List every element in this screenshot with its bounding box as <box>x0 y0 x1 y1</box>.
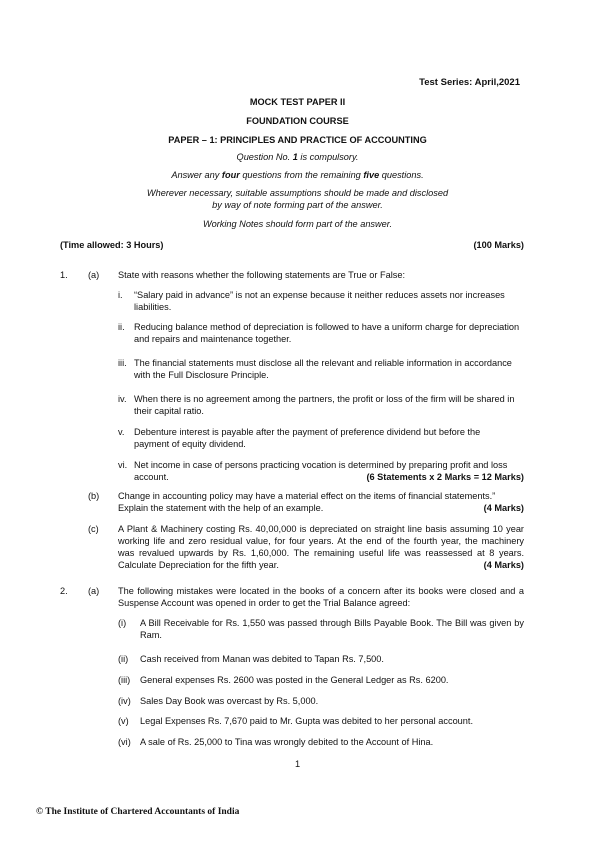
working-notes-note: Working Notes should form part of the answer. <box>202 219 393 229</box>
q1c-marks: (4 Marks) <box>483 559 524 570</box>
assumption-note-line2: by way of note forming part of the answer. <box>212 200 383 210</box>
q2a-item-text: General expenses Rs. 2600 was posted in the General Ledger as Rs. 6200. <box>140 675 449 685</box>
answer-instruction: Answer any four questions from the remaining five questions. <box>171 170 424 180</box>
q1a-item-text: “Salary paid in advance” is not an expense because it neither reduces assets nor increases liabilities. <box>134 290 505 312</box>
q2a-item-text: A sale of Rs. 25,000 to Tina was wrongly debited to the Account of Hina. <box>140 737 434 747</box>
q1a-item-text: Reducing balance method of depreciation is followed to have a uniform charge for depreciation and repairs and maintenance together. <box>134 322 520 344</box>
q1a-label: (a) <box>88 270 100 280</box>
paper-subject: PAPER – 1: PRINCIPLES AND PRACTICE OF ACCOUNTING <box>168 135 427 145</box>
q2a-item-text: Cash received from Manan was debited to Tapan Rs. 7,500. <box>140 654 384 664</box>
q1b-text: Change in accounting policy may have a material effect on the items of financial statements.” Explain the statement with the help of an example. (4 Marks) <box>118 491 524 513</box>
time-allowed: (Time allowed: 3 Hours) <box>60 240 164 250</box>
q1a-item-text: Debenture interest is payable after the payment of preference dividend but before the payment of equity dividend. <box>134 427 481 449</box>
q1b-label: (b) <box>88 491 100 501</box>
compulsory-note: Question No. 1 is compulsory. <box>236 152 359 162</box>
page-number: 1 <box>294 759 301 769</box>
q1a-item-text: When there is no agreement among the partners, the profit or loss of the firm will be shared in their capital ratio. <box>134 394 515 416</box>
q2a-item-text: Sales Day Book was overcast by Rs. 5,000. <box>140 696 319 706</box>
q2a-item-text: Legal Expenses Rs. 7,670 paid to Mr. Gupta was debited to her personal account. <box>140 716 473 726</box>
q1a-item-text: Net income in case of persons practicing vocation is determined by preparing profit and loss account. (6 Statements x 2 Marks = 12 Marks) <box>134 460 524 482</box>
test-series-label: Test Series: April,2021 <box>419 77 520 88</box>
q1a-marks: (6 Statements x 2 Marks = 12 Marks) <box>366 471 524 482</box>
q2a-intro: The following mistakes were located in the books of a concern after its books were closed and a Suspense Account was opened in order to get the Trial Balance agreed: <box>118 586 524 608</box>
time-marks-row <box>60 240 524 252</box>
assumption-note-line1: Wherever necessary, suitable assumptions should be made and disclosed <box>146 188 449 198</box>
q2-number: 2. <box>60 586 68 596</box>
q1a-intro: State with reasons whether the following statements are True or False: <box>118 270 405 280</box>
course-title: FOUNDATION COURSE <box>246 116 349 126</box>
q2a-item-text: A Bill Receivable for Rs. 1,550 was passed through Bills Payable Book. The Bill was given by Ram. <box>140 618 524 640</box>
max-marks: (100 Marks) <box>473 240 524 250</box>
exam-page: Test Series: April,2021 MOCK TEST PAPER II FOUNDATION COURSE PAPER – 1: PRINCIPLES AND PRACTICE OF ACCOUNTING Question No. 1 is compulsory. Answer any four questions from the remaining five questions. Wherever necessary, suitable assumptions should be made and disclosed by way of note forming part of the answer. Working Notes should form part of the answer. (Time allowed: 3 Hours) (100 Marks) 1. (a) State with reasons whether the following statements are True or False: i. “Salary paid in advance” is not an expense because it neither reduces assets nor increases liabilities. ii. Reducing balance method of depreciation is followed to have a uniform charge for depreciation and repairs and maintenance together. iii. The financial statements must disclose all the relevant and reliable information in accordance with the Full Disclosure Principle. iv. When there is no agreement among the partners, the profit or loss of the firm will be shared in their capital ratio. v. Debenture interest is payable after the payment of preference dividend but before the payment of equity dividend. vi. Net income in case of persons practicing vocation is determined by preparing profit and loss account. (6 Statements x 2 Marks = 12 Marks) (b) Change in accounting policy may have a material effect on the items of financial statements.” Explain the statement with the help of an example. (4 Marks) (c) A Plant & Machinery costing Rs. 40,00,000 is depreciated on straight line basis assuming 10 year working life and zero residual value, for four years. At the end of the fourth year, the machinery was revalued upwards by Rs. 1,60,000. The remaining useful life was reassessed at 8 years. Calculate Depreciation for the fifth year. (4 Marks) 2. (a) The following mistakes were located in the books of a concern after its books were closed and a Suspense Account was opened in order to get the Trial Balance agreed: (i) A Bill Receivable for Rs. 1,550 was passed through Bills Payable Book. The Bill was given by Ram. (ii) Cash received from Manan was debited to Tapan Rs. 7,500. (iii) General expenses Rs. 2600 was posted in the General Ledger as Rs. 6200. (iv) Sales Day Book was overcast by Rs. 5,000. (v) Legal Expenses Rs. 7,670 paid to Mr. Gupta was debited to her personal account. (vi) A sale of Rs. 25,000 to Tina was wrongly debited to the Account of Hina. 1 © The Institute of Chartered Accountants of India <box>0 0 595 841</box>
q1c-label: (c) <box>88 524 99 534</box>
q1a-item-text: The financial statements must disclose all the relevant and reliable information in accordance with the Full Disclosure Principle. <box>134 358 512 380</box>
q1b-marks: (4 Marks) <box>483 502 524 513</box>
q1c-text: A Plant & Machinery costing Rs. 40,00,000 is depreciated on straight line basis assuming 10 year working life and zero residual value, for four years. At the end of the fourth year, the machinery was revalued upwards by Rs. 1,60,000. The remaining useful life was reassessed at 8 years. Calculate Depreciation for the fifth year. (4 Marks) <box>118 524 524 570</box>
q1-number: 1. <box>60 270 68 280</box>
footer-copyright: © The Institute of Chartered Accountants of India <box>36 807 240 817</box>
paper-title: MOCK TEST PAPER II <box>249 97 346 107</box>
q2a-label: (a) <box>88 586 100 596</box>
